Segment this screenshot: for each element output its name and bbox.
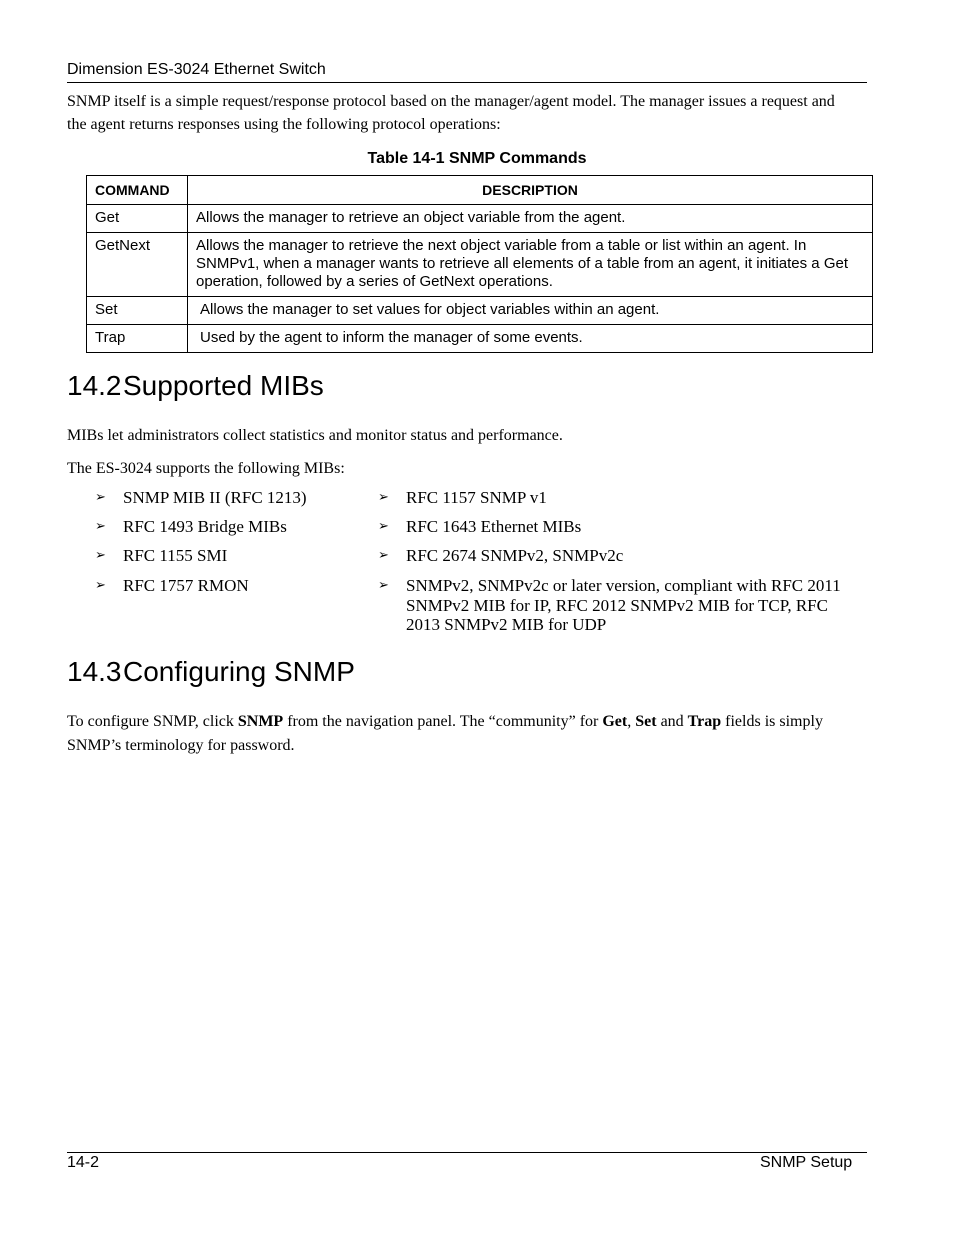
column-header-command: COMMAND <box>87 176 188 205</box>
mibs-list-intro: The ES-3024 supports the following MIBs: <box>67 460 345 477</box>
command-cell: Trap <box>87 325 188 353</box>
intro-paragraph: SNMP itself is a simple request/response protocol based on the manager/agent model. The manager issues a request and the agent returns responses using the following protocol operations: <box>67 93 835 133</box>
column-header-description: DESCRIPTION <box>188 176 873 205</box>
arrow-bullet-icon: ➢ <box>95 578 106 593</box>
table-caption: Table 14-1 SNMP Commands <box>367 150 587 167</box>
set-term: Set <box>635 713 657 730</box>
arrow-bullet-icon: ➢ <box>95 519 106 534</box>
table-row <box>87 205 873 233</box>
description-cell: Used by the agent to inform the manager of some events. <box>188 325 873 353</box>
command-cell: GetNext <box>87 233 188 297</box>
description-cell: Allows the manager to set values for object variables within an agent. <box>188 297 873 325</box>
section-heading-configuring-snmp <box>67 656 355 688</box>
page-number: 14-2 <box>67 1154 100 1171</box>
command-cell: Set <box>87 297 188 325</box>
header-divider <box>67 82 867 83</box>
document-page: Dimension ES-3024 Ethernet Switch SNMP itself is a simple request/response protocol based on the manager/agent model. The manager issues a request and the agent returns responses using the following protocol operations: Table 14-1 SNMP Commands COMMAND DESCRIPTION Get Allows the manager to retrieve an object variable from the agent. GetNext Allows the manager to retrieve the next object variable from a table or list within an agent. In SNMPv1, when a manager wants to retrieve all elements of a table from an agent, it initiates a Get operation, followed by a series of GetNext operations. Set Allows the manager to set values for object variables within an agent. Trap Used by the agent to inform the manager of some events. 14.2Supported MIBs MIBs let administrators collect statistics and monitor status and performance. The ES-3024 supports the following MIBs: ➢ SNMP MIB II (RFC 1213) ➢ RFC 1493 Bridge MIBs ➢ RFC 1155 SMI ➢ RFC 1757 RMON ➢ RFC 1157 SNMP v1 ➢ RFC 1643 Ethernet MIBs ➢ RFC 2674 SNMPv2, SNMPv2c ➢ SNMPv2, SNMPv2c or later version, compliant with RFC 2011 SNMPv2 MIB for IP, RFC 2012 SNMPv2 MIB for TCP, RFC 2013 SNMPv2 MIB for UDP 14.3Configuring SNMP To configure SNMP, click SNMP from the navigation panel. The “community” for Get, Set and Trap fields is simply SNMP’s terminology for password. 14-2 SNMP Setup <box>0 0 954 1235</box>
configure-paragraph: To configure SNMP, click SNMP from the navigation panel. The “community” for Get, Set and Trap fields is simply SNMP’s terminology for password. <box>67 713 823 754</box>
arrow-bullet-icon: ➢ <box>378 548 389 563</box>
section-title: Configuring SNMP <box>123 656 355 687</box>
arrow-bullet-icon: ➢ <box>95 490 106 505</box>
running-header: Dimension ES-3024 Ethernet Switch <box>67 61 326 78</box>
description-cell: Allows the manager to retrieve an object variable from the agent. <box>188 205 873 233</box>
get-term: Get <box>602 713 628 730</box>
section-number: 14.2 <box>67 370 122 401</box>
section-number: 14.3 <box>67 656 122 687</box>
snmp-term: SNMP <box>237 713 284 730</box>
description-cell: Allows the manager to retrieve the next object variable from a table or list within an agent. In SNMPv1, when a manager wants to retrieve all elements of a table from an agent, it initiates a Get operation, followed by a series of GetNext operations. <box>188 233 873 297</box>
chapter-title: SNMP Setup <box>760 1154 853 1171</box>
trap-term: Trap <box>687 713 722 730</box>
table-header-row <box>87 176 873 205</box>
command-cell: Get <box>87 205 188 233</box>
arrow-bullet-icon: ➢ <box>378 519 389 534</box>
arrow-bullet-icon: ➢ <box>378 578 389 593</box>
arrow-bullet-icon: ➢ <box>95 548 106 563</box>
table-row <box>87 325 873 353</box>
snmp-commands-table <box>86 175 873 353</box>
footer-divider <box>67 1152 867 1153</box>
mibs-intro-paragraph: MIBs let administrators collect statistics and monitor status and performance. <box>67 427 563 444</box>
section-title: Supported MIBs <box>123 370 324 401</box>
table-row <box>87 297 873 325</box>
arrow-bullet-icon: ➢ <box>378 490 389 505</box>
section-heading-supported-mibs <box>67 370 324 402</box>
table-row <box>87 233 873 297</box>
